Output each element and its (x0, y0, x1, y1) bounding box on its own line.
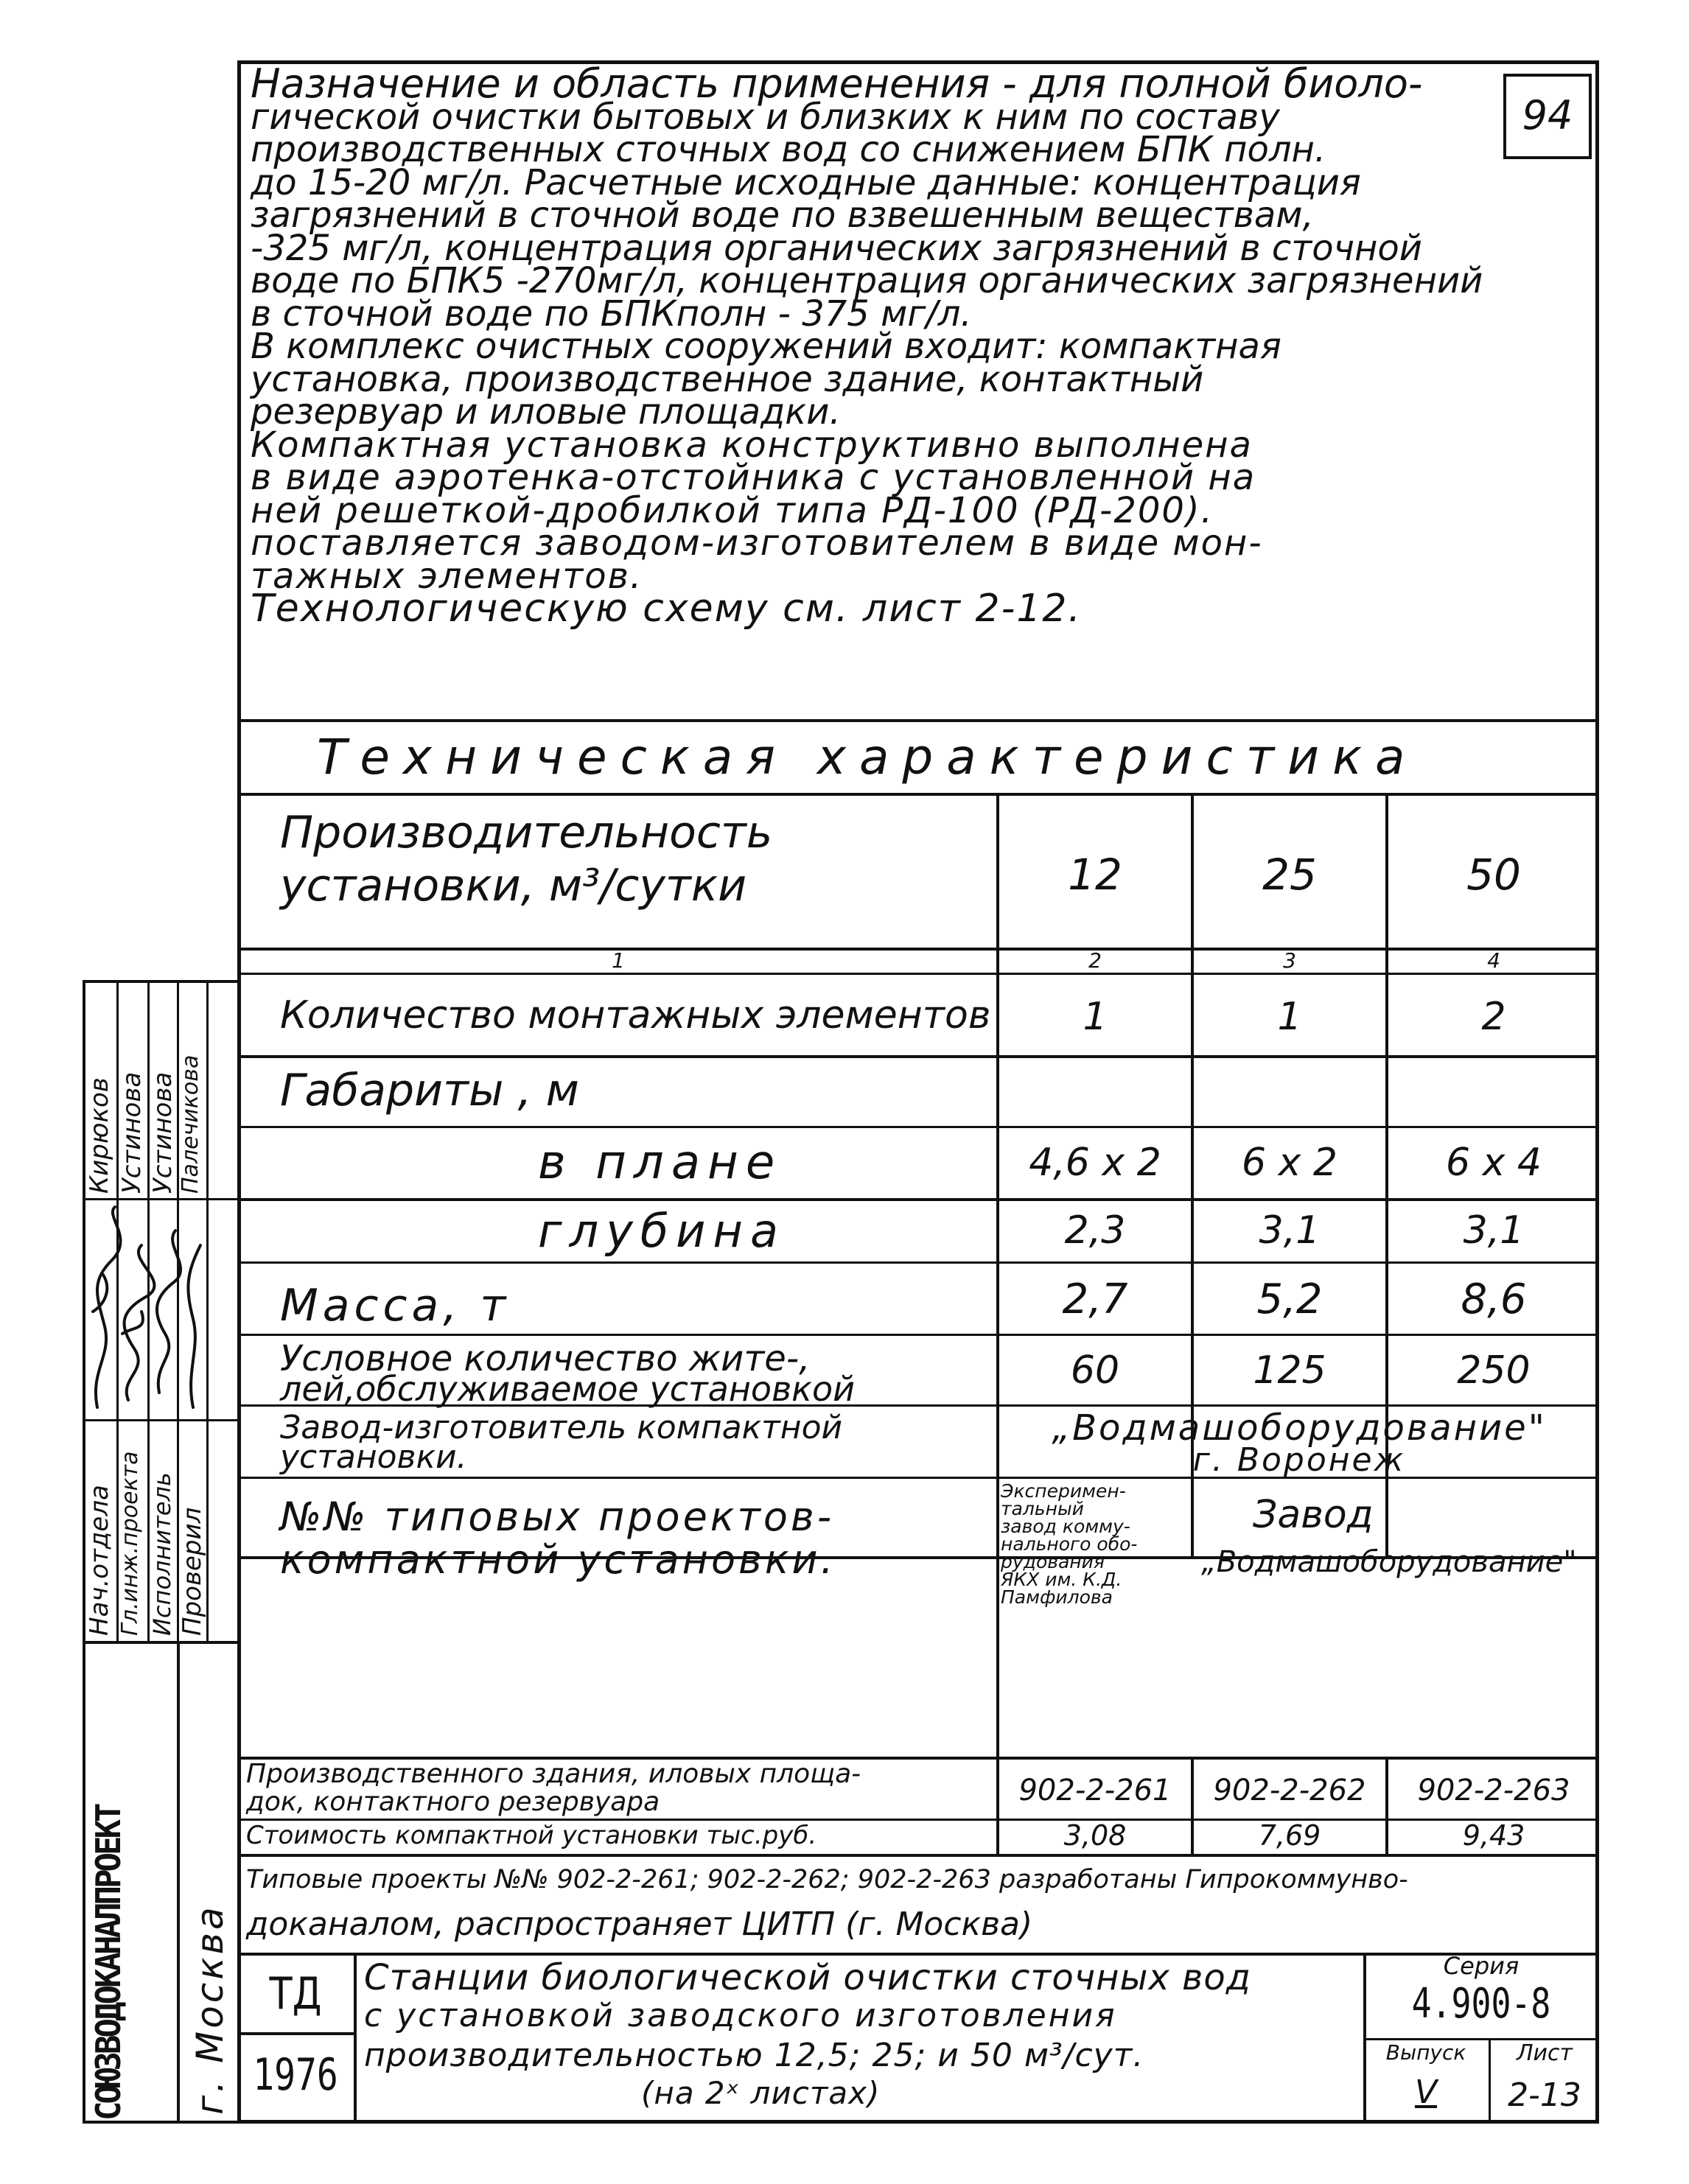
row-value: 6 x 4 (1446, 1141, 1542, 1185)
row-value: 5,2 (1256, 1275, 1323, 1323)
row-label: Габариты , м (280, 1065, 579, 1116)
row-value: 3,1 (1463, 1208, 1525, 1253)
capacity-value: 50 (1466, 850, 1521, 900)
role-label: Исполнитель (148, 1472, 176, 1636)
building-value: 902-2-262 (1213, 1774, 1366, 1807)
row-value: 1 (1083, 995, 1108, 1039)
row-value: 2,3 (1064, 1208, 1126, 1253)
description-line: в сточной воде по БПКполн - 375 мг/л. (251, 293, 972, 335)
city-label: г. Москва (189, 1904, 231, 2115)
manufacturer-label: Завод-изготовитель компактной (280, 1409, 843, 1446)
capacity-value: 12 (1068, 850, 1122, 900)
manufacturer-city: г. Воронеж (1192, 1441, 1406, 1479)
row-value: 60 (1070, 1348, 1120, 1393)
row-value: 4,6 x 2 (1029, 1141, 1161, 1185)
row-value: 1 (1277, 995, 1302, 1039)
staff-name: Устинова (148, 1071, 178, 1194)
column-number: 3 (1283, 948, 1296, 973)
row-value: 2 (1481, 995, 1506, 1039)
building-label: Производственного здания, иловых площа- (246, 1759, 861, 1789)
description-line: гической очистки бытовых и близких к ним по составу (251, 96, 1280, 138)
description-line: резервуар и иловые площадки. (251, 391, 841, 433)
staff-name: Палечикова (178, 1054, 203, 1194)
description-line: Компактная установка конструктивно выполнена (251, 424, 1253, 466)
description-line: поставляется заводом-изготовителем в виде мон- (251, 522, 1263, 564)
series-value: 4.900-8 (1411, 1980, 1551, 2028)
title-line: производительностью 12,5; 25; и 50 м³/сут. (364, 2037, 1144, 2074)
description-line: загрязнений в сточной воде по взвешенным веществам, (251, 195, 1314, 236)
projects-label: №№ типовых проектов- (280, 1494, 835, 1540)
year-label: 1976 (253, 2049, 338, 2101)
cost-value: 9,43 (1462, 1819, 1525, 1852)
org-name: СОЮЗВОДОКАНАЛПРОЕКТ (88, 1805, 128, 2121)
description-line: тажных элементов. (251, 555, 643, 597)
description-line: установка, производственное здание, контактный (251, 358, 1204, 400)
building-value: 902-2-261 (1018, 1774, 1172, 1807)
description-line: до 15-20 мг/л. Расчетные исходные данные: концентрация (251, 161, 1361, 203)
title-line: Станции биологической очистки сточных вод (364, 1957, 1251, 1998)
projects-col34: Завод (1253, 1493, 1374, 1537)
row-value: 2,7 (1062, 1275, 1128, 1323)
series-label: Серия (1443, 1952, 1520, 1980)
staff-name: Кирюков (85, 1077, 114, 1194)
row-label: Количество монтажных элементов (280, 993, 991, 1037)
capacity-value: 25 (1262, 850, 1317, 900)
manufacturer-label: установки. (280, 1438, 467, 1476)
page-number: 94 (1522, 92, 1573, 139)
note-line: доканалом, распространяет ЦИТП (г. Москва) (246, 1905, 1033, 1943)
title-line: (на 2ˣ листах) (641, 2075, 881, 2111)
manufacturer-value: „Водмашоборудование" (1052, 1407, 1547, 1449)
projects-label: компактной установки. (280, 1536, 836, 1583)
building-label: док, контактного резервуара (246, 1787, 660, 1817)
description-line: в виде аэротенка-отстойника с установленной на (251, 457, 1256, 498)
sheet-label: Лист (1516, 2040, 1573, 2066)
description-line: Назначение и область применения - для полной биоло- (251, 60, 1423, 107)
capacity-label-line2: установки, м³/сутки (280, 860, 747, 911)
table-title: Техническая характеристика (317, 729, 1419, 785)
description-line: ней решеткой-дробилкой типа РД-100 (РД-200). (251, 489, 1214, 531)
note-line: Типовые проекты №№ 902-2-261; 902-2-262; 902-2-263 разработаны Гипрокоммунво- (246, 1865, 1408, 1894)
capacity-label-line1: Производительность (280, 807, 773, 858)
row-label: в плане (538, 1135, 783, 1190)
description-line: Технологическую схему см. лист 2-12. (251, 587, 1083, 631)
row-value: 3,1 (1259, 1208, 1321, 1253)
staff-name: Устинова (117, 1071, 147, 1194)
column-number: 4 (1487, 948, 1500, 973)
description-line: производственных сточных вод со снижением БПК полн. (251, 129, 1326, 170)
issue-value: V (1414, 2073, 1438, 2111)
cost-label: Стоимость компактной установки тыс.руб. (246, 1821, 817, 1850)
row-label: Масса, т (280, 1280, 511, 1331)
cost-value: 3,08 (1063, 1819, 1127, 1852)
title-line: с установкой заводского изготовления (364, 1997, 1117, 2034)
issue-label: Выпуск (1385, 2040, 1466, 2065)
description-line: В комплекс очистных сооружений входит: компактная (251, 326, 1281, 367)
column-number: 2 (1088, 948, 1102, 973)
row-value: 250 (1457, 1348, 1531, 1393)
projects-col34: „Водмашоборудование" (1201, 1545, 1577, 1579)
row-label: Условное количество жите-, (280, 1338, 811, 1379)
signatures (83, 1201, 240, 1419)
description-line: -325 мг/л, концентрация органических загрязнений в сточной (251, 227, 1422, 269)
row-value: 125 (1253, 1348, 1326, 1393)
role-label: Нач.отдела (85, 1485, 114, 1636)
role-label: Проверил (178, 1507, 207, 1636)
sheet-value: 2-13 (1508, 2076, 1581, 2114)
row-value: 6 x 2 (1242, 1141, 1337, 1185)
description-line: воде по БПК5 -270мг/л, концентрация органических загрязнений (251, 260, 1483, 301)
description-block (251, 60, 1562, 631)
projects-col2: Эксперимен- тальный завод комму- нального обо- рудования ЯКХ им. К.Д. Памфилова (1001, 1480, 1138, 1608)
building-value: 902-2-263 (1417, 1774, 1570, 1807)
td-label: ТД (269, 1968, 322, 2020)
row-label: глубина (538, 1204, 786, 1258)
row-value: 8,6 (1461, 1275, 1527, 1323)
row-label: лей,обслуживаемое установкой (280, 1369, 856, 1409)
cost-value: 7,69 (1258, 1819, 1321, 1852)
column-number: 1 (612, 948, 625, 973)
role-label: Гл.инж.проекта (117, 1451, 143, 1636)
